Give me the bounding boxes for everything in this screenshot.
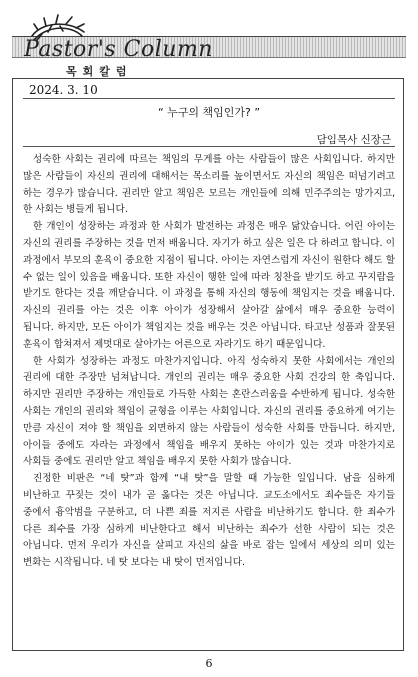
article-box	[12, 78, 404, 651]
article-author: 담임목사 신장근	[316, 134, 391, 146]
column-title: Pastor's Column	[24, 37, 213, 62]
article-date: 2024. 3. 10	[29, 83, 98, 97]
column-header	[12, 10, 406, 76]
paragraph: 진정한 비판은 “네 탓”과 함께 “내 탓”을 말할 때 가능한 일입니다. 남을 심하게 비난하고 꾸짖는 것이 내가 곧 옳다는 것은 아닙니다. 교도소에서도 죄수들은 자기들 중에서 흉악범을 구분하고, 더 나쁜 죄를 저지른 사람을 비난하기도 합니다. 한 죄수가 다른 죄수를 가장 심하게 비난한다고 해서 비난하는 죄수가 선한 사람이 되는 것은 아닙니다. 먼저 우리가 자신을 살피고 자신의 삶을 바로 잡는 일에서 세상의 의미 있는 변화는 시작됩니다. 네 탓 보다는 내 탓이 먼저입니다.	[23, 473, 395, 569]
paragraph: 한 사회가 성장하는 과정도 마찬가지입니다. 아직 성숙하지 못한 사회에서는 개인의 권리에 대한 주장만 넘쳐납니다. 개인의 권리는 매우 중요한 사회 건강의 한 축입니다. 하지만 권리만 주장하는 개인들로 가득한 사회는 혼란스러움을 수반하게 됩니다. 성숙한 사회는 개인의 권리와 책임이 균형을 이루는 사회입니다. 자신의 권리를 중요하게 여기는 만큼 자신이 져야 할 책임을 외면하지 않는 사람들이 성숙한 사회를 만듭니다. 하지만, 아이들 중에도 자라는 과정에서 책임을 배우지 못하는 아이가 있는 것과 마찬가지로 사회들 중에도 권리만 알고 책임을 배우지 못한 사회가 많습니다.	[23, 355, 395, 468]
paragraph: 한 개인이 성장하는 과정과 한 사회가 발전하는 과정은 매우 닮았습니다. 어린 아이는 자신의 권리를 주장하는 것을 먼저 배웁니다. 자기가 하고 싶은 일은 다 하려고 합니다. 이 과정에서 부모의 훈육이 중요한 지점이 됩니다. 아이는 자연스럽게 자신이 원한다 해도 할 수 없는 일이 있음을 배웁니다. 또한 자신이 행한 일에 따라 칭찬을 받기도 하고 꾸지람을 받기도 한다는 것을 깨닫습니다. 이 과정을 통해 자신의 행동에 책임지는 것을 배웁니다. 자신의 권리를 아는 것은 이후 아이가 성장해서 살아갈 삶에서 매우 중요한 능력이 됩니다. 하지만, 모든 아이가 책임지는 것을 배우는 것은 아닙니다. 타고난 성품과 잘못된 훈육이 합쳐져서 제멋대로 살아가는 어른으로 자라기도 하기 때문입니다.	[23, 221, 395, 350]
column-subtitle: 목회칼럼	[66, 65, 133, 78]
page-number: 6	[205, 657, 213, 670]
divider	[23, 98, 395, 99]
article-body	[23, 152, 395, 572]
paragraph: 성숙한 사회는 권리에 따르는 책임의 무게를 아는 사람들이 많은 사회입니다. 하지만 많은 사람들이 자신의 권리에 대해서는 목소리를 높이면서도 자신의 책임은 떠넘기려고 하는 경우가 많습니다. 권리만 알고 책임은 모르는 개인들에 의해 민주주의는 망가지고, 한 사회는 병들게 됩니다.	[23, 154, 395, 216]
article-title: “ 누구의 책임인가? ”	[157, 106, 261, 119]
divider	[23, 146, 395, 147]
